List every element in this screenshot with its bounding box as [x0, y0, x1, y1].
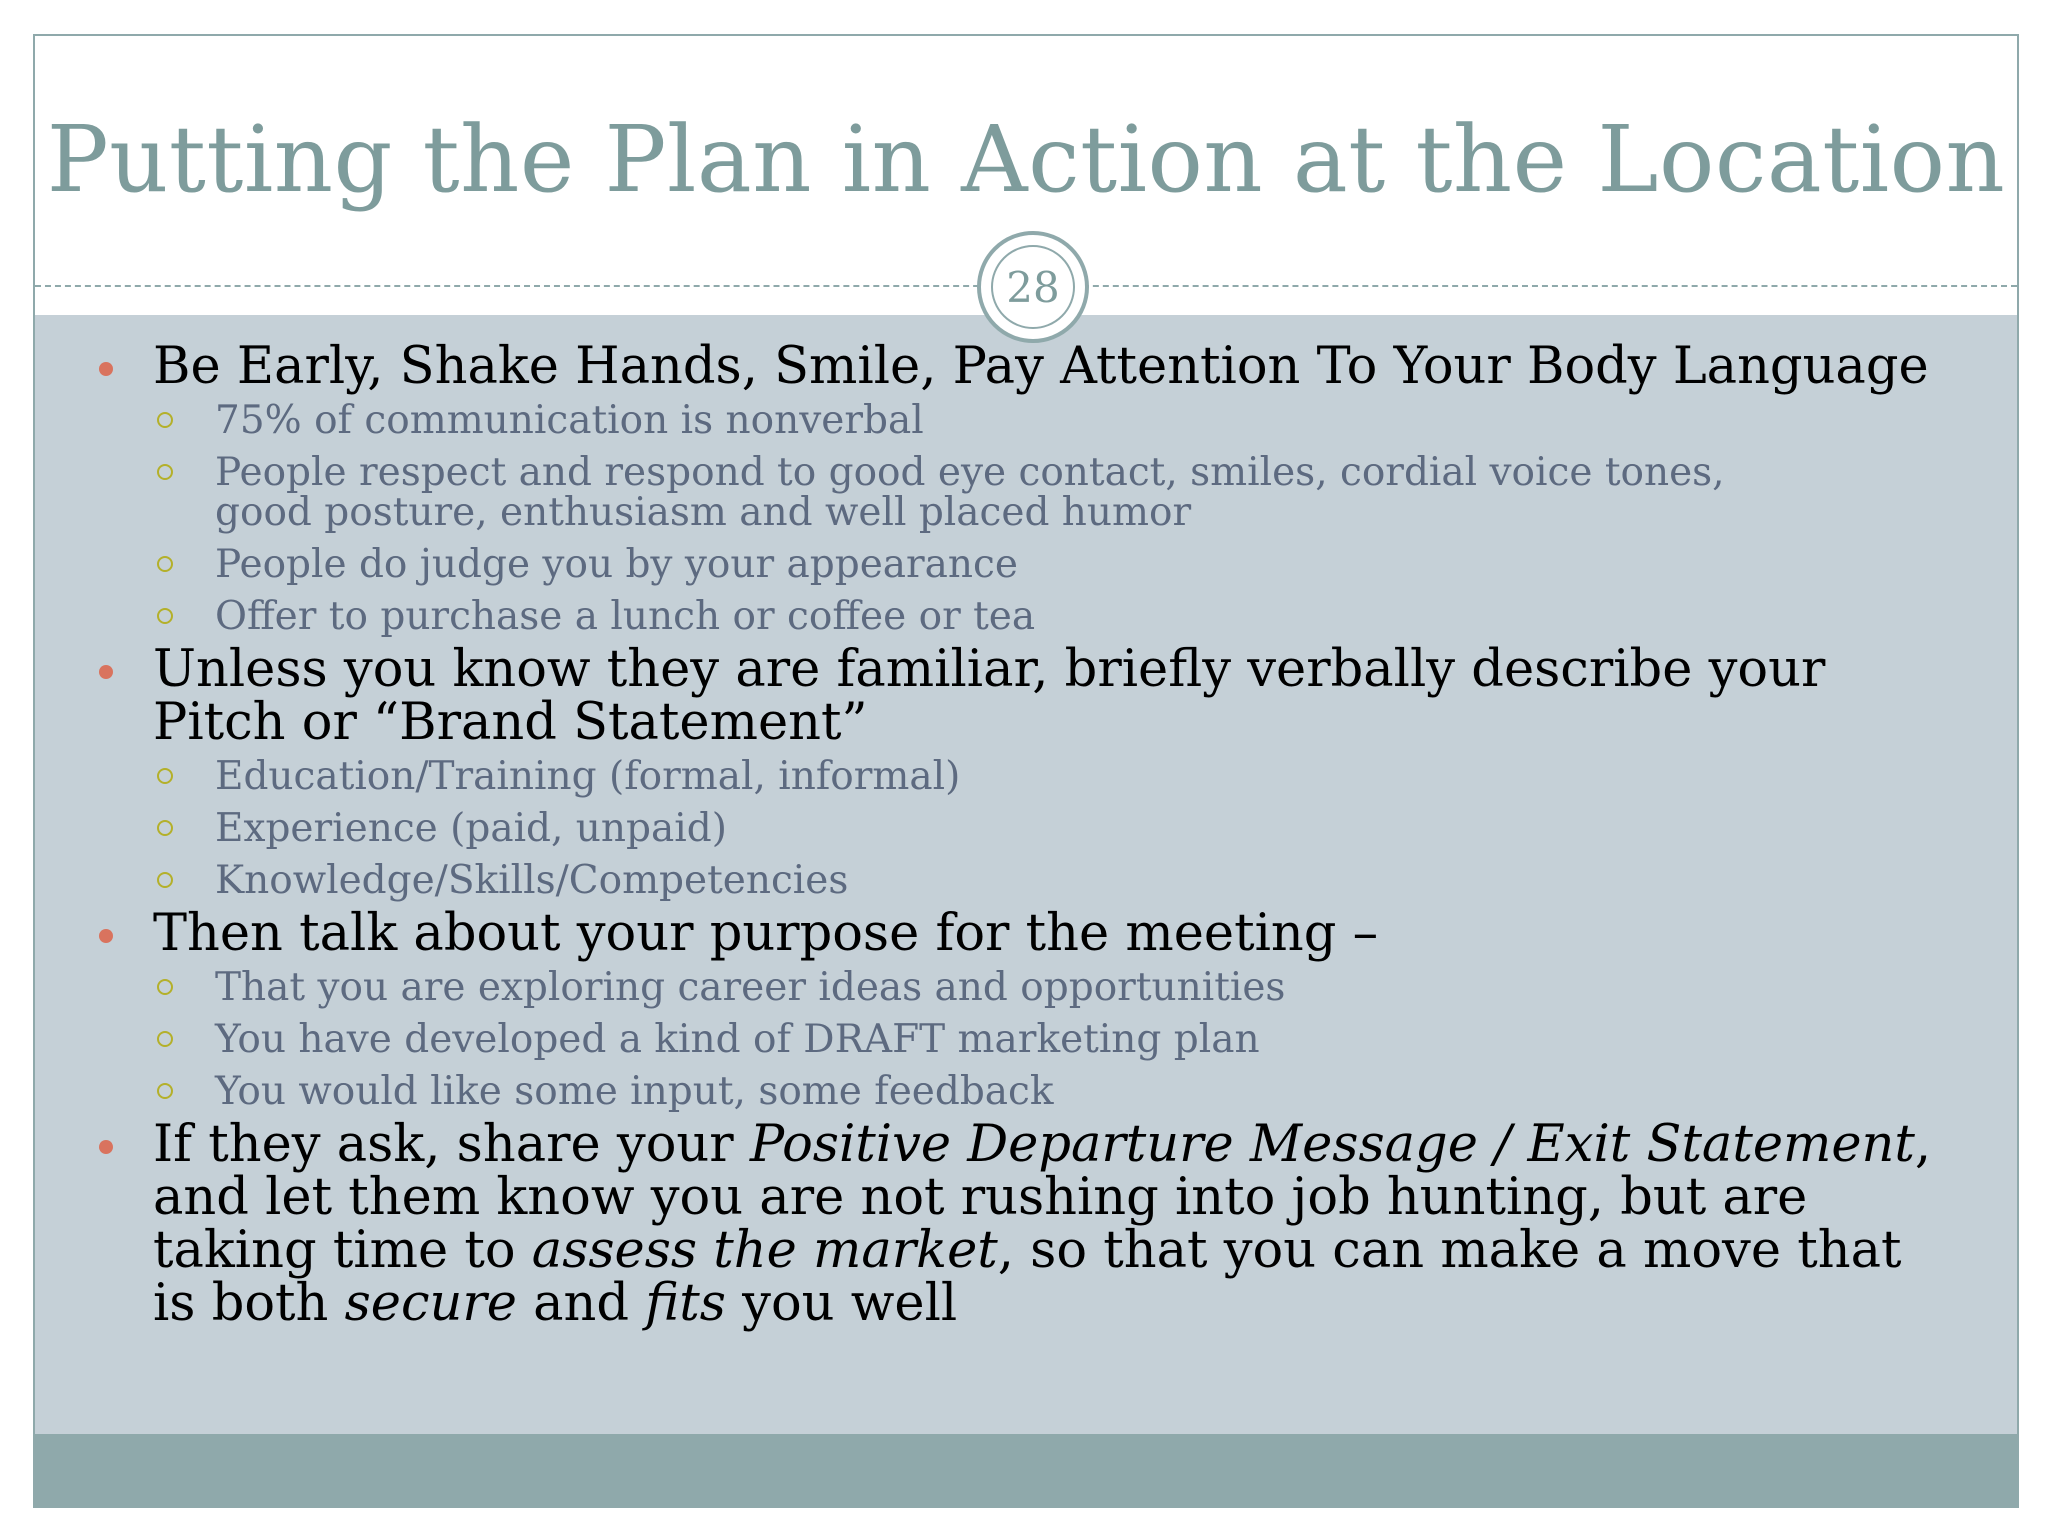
sub-bullet-text: People do judge you by your appearance	[215, 542, 1018, 587]
bullet-item	[85, 904, 1957, 963]
sub-bullet-text: Experience (paid, unpaid)	[215, 806, 727, 851]
sub-bullet-item	[85, 542, 1957, 587]
bullet-item	[85, 337, 1957, 396]
slide	[33, 34, 2019, 1508]
bullet-text-part: you well	[725, 1274, 958, 1333]
sub-bullet-text: Offer to purchase a lunch or coffee or tea	[215, 594, 1036, 639]
bullet-text: Be Early, Shake Hands, Smile, Pay Attention To Your Body Language	[153, 337, 1929, 396]
bullet-text: Unless you know they are familiar, briefly verbally describe your Pitch or “Brand Statement”	[153, 640, 1826, 752]
hollow-circle-icon	[157, 768, 173, 784]
hollow-circle-icon	[157, 1083, 173, 1099]
hollow-circle-icon	[157, 1031, 173, 1047]
sub-bullet-text: You have developed a kind of DRAFT marketing plan	[215, 1017, 1260, 1062]
bullet-text: Then talk about your purpose for the meeting –	[153, 904, 1379, 963]
sub-bullet-text: Education/Training (formal, informal)	[215, 754, 961, 799]
sub-bullet-item	[85, 858, 1957, 903]
bullet-text	[153, 1115, 1931, 1333]
bullet-item	[85, 1115, 1957, 1333]
footer-bar	[35, 1434, 2017, 1506]
sub-bullet-text: You would like some input, some feedback	[215, 1069, 1054, 1114]
bullet-text-part: and	[516, 1274, 646, 1333]
bullet-text-part: If they ask, share your	[153, 1115, 750, 1174]
bullet-text-emphasis: Positive Departure Message / Exit Statement	[749, 1115, 1915, 1174]
hollow-circle-icon	[157, 556, 173, 572]
bullet-dot-icon	[99, 1140, 113, 1154]
sub-bullet-item	[85, 1069, 1957, 1114]
hollow-circle-icon	[157, 412, 173, 428]
sub-bullet-text: Knowledge/Skills/Competencies	[215, 858, 849, 903]
hollow-circle-icon	[157, 872, 173, 888]
bullet-text-part: , and let them know you are not rushing into job hunting, but are taking time to	[153, 1115, 1932, 1280]
sub-bullet-text: 75% of communication is nonverbal	[215, 398, 924, 443]
bullet-text-emphasis: fits	[645, 1274, 726, 1333]
bullet-item	[85, 640, 1957, 752]
sub-bullet-item	[85, 1017, 1957, 1062]
bullet-dot-icon	[99, 362, 113, 376]
hollow-circle-icon	[157, 820, 173, 836]
hollow-circle-icon	[157, 979, 173, 995]
bullet-text-part: , so that you can make a move that is both	[153, 1221, 1902, 1333]
hollow-circle-icon	[157, 464, 173, 480]
sub-bullet-item	[85, 450, 1957, 535]
sub-bullet-text: People respect and respond to good eye contact, smiles, cordial voice tones, good posture, enthusiasm and well placed humor	[215, 450, 1725, 535]
bullet-text-emphasis: assess the market	[531, 1221, 998, 1280]
slide-number-badge	[977, 231, 1089, 343]
sub-bullet-item	[85, 965, 1957, 1010]
sub-bullet-text: That you are exploring career ideas and opportunities	[215, 965, 1286, 1010]
sub-bullet-item	[85, 754, 1957, 799]
bullet-text-emphasis: secure	[344, 1274, 517, 1333]
slide-number: 28	[991, 245, 1075, 329]
sub-bullet-item	[85, 806, 1957, 851]
bullet-dot-icon	[99, 665, 113, 679]
slide-title: Putting the Plan in Action at the Location	[46, 106, 2006, 213]
bullet-dot-icon	[99, 929, 113, 943]
hollow-circle-icon	[157, 608, 173, 624]
bullet-list	[85, 336, 1957, 1333]
sub-bullet-item	[85, 398, 1957, 443]
sub-bullet-item	[85, 594, 1957, 639]
